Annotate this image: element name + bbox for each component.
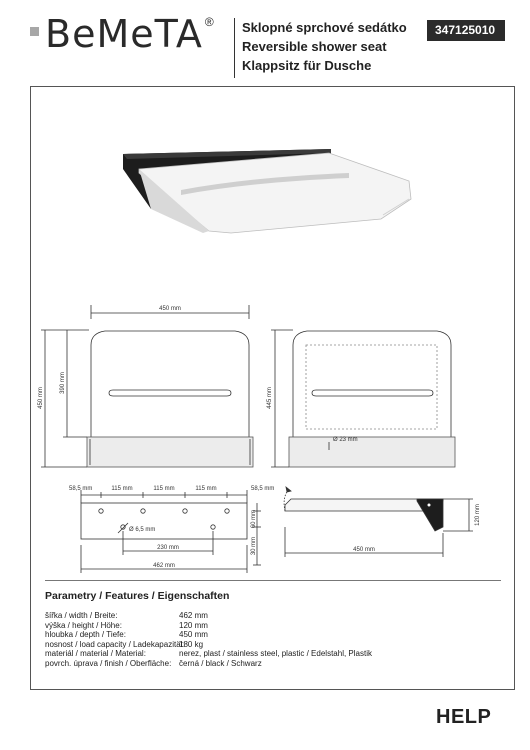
dim-profile-height: 120 mm (475, 504, 481, 526)
logo-square-icon (30, 27, 39, 36)
side-profile-drawing (284, 487, 473, 557)
parameter-value: černá / black / Schwarz (179, 658, 262, 668)
dim-height-outer: 450 mm (38, 387, 44, 409)
mounting-plate-drawing (81, 490, 261, 573)
dim-offset-left: 58,5 mm (69, 486, 93, 492)
parameter-row (45, 659, 372, 669)
logo-registered-mark: ® (204, 15, 214, 29)
title-english: Reversible shower seat (242, 39, 387, 54)
title-german: Klappsitz für Dusche (242, 58, 372, 73)
title-czech: Sklopné sprchové sedátko (242, 20, 407, 35)
parameter-label: materiál / material / Material: (45, 649, 146, 659)
parameter-value: 450 mm (179, 630, 208, 640)
product-photo (123, 149, 411, 233)
parameter-label: hloubka / depth / Tiefe: (45, 630, 126, 640)
parameters-table (45, 611, 372, 669)
dim-vertical-60: 60 mm (251, 509, 257, 529)
dim-bolt-diameter: Ø 6,5 mm (129, 527, 156, 533)
logo-text: BeMeTA (45, 12, 203, 56)
dim-spacing-1: 115 mm (111, 486, 133, 492)
product-sheet-frame (30, 86, 515, 690)
dim-hole-distance: 230 mm (157, 545, 179, 551)
parameter-value: 120 mm (179, 620, 208, 630)
parameter-label: povrch. úprava / finish / Oberfläche: (45, 658, 172, 668)
parameter-value: 462 mm (179, 611, 208, 620)
brand-logo (30, 14, 214, 54)
header-divider (234, 18, 235, 78)
front-view-drawing (41, 305, 253, 467)
section-divider (45, 580, 501, 581)
dim-total-width: 462 mm (153, 563, 175, 569)
dim-hole-diameter: Ø 23 mm (333, 437, 358, 443)
help-brand-label: HELP (436, 706, 492, 728)
dim-depth: 450 mm (353, 547, 375, 553)
parameter-row (45, 611, 372, 621)
dim-vertical-30: 30 mm (251, 536, 257, 556)
dim-spacing-2: 115 mm (153, 486, 175, 492)
parameter-row (45, 649, 372, 659)
parameter-value: 180 kg (179, 639, 204, 649)
parameter-value: nerez, plast / stainless steel, plastic / Edelstahl, Plastik (179, 649, 372, 659)
dim-spacing-3: 115 mm (195, 486, 217, 492)
dim-height-inner: 390 mm (60, 372, 66, 394)
dim-offset-right: 58,5 mm (251, 486, 275, 492)
parameter-row (45, 640, 372, 650)
parameter-row (45, 621, 372, 631)
parameter-label: výška / height / Höhe: (45, 620, 122, 630)
side-view-drawing (271, 330, 455, 467)
product-code-badge: 347125010 (427, 20, 505, 41)
parameter-label: šířka / width / Breite: (45, 611, 118, 620)
parameters-title: Parametry / Features / Eigenschaften (45, 590, 230, 602)
dim-side-height: 445 mm (267, 387, 273, 409)
parameter-label: nosnost / load capacity / Ladekapazität: (45, 639, 186, 649)
parameter-row (45, 630, 372, 640)
product-titles (242, 18, 407, 75)
dim-width-top: 450 mm (159, 306, 181, 312)
